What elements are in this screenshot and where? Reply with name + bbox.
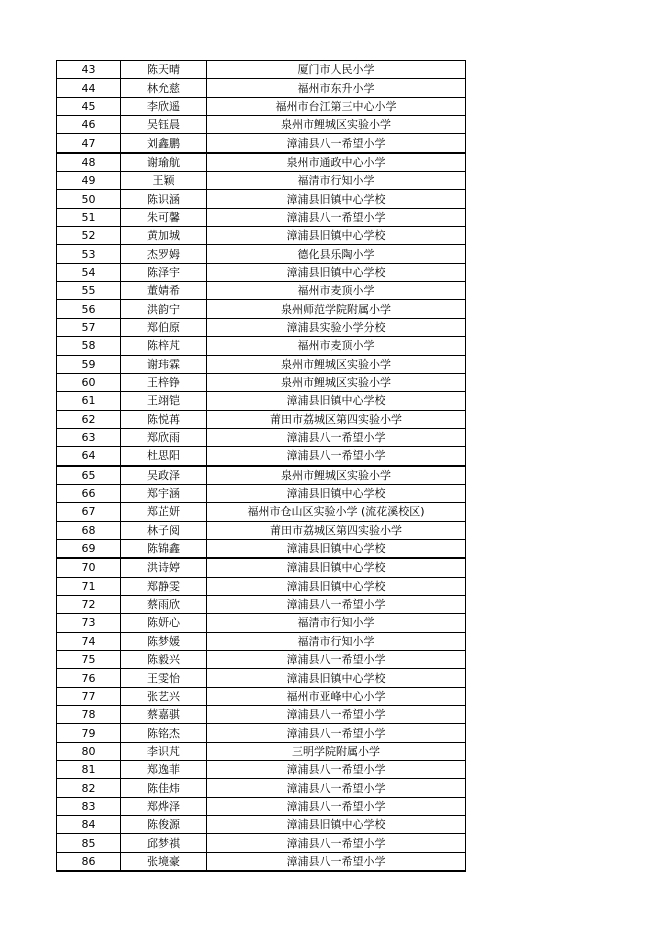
cell-no: 70 (57, 558, 121, 577)
cell-no: 76 (57, 669, 121, 687)
cell-name: 郑芷妍 (121, 503, 207, 521)
cell-name: 刘鑫鹏 (121, 134, 207, 153)
table-row (57, 61, 466, 79)
table-row (57, 816, 466, 834)
cell-school: 漳浦县八一希望小学 (207, 651, 466, 669)
cell-name: 黄加城 (121, 227, 207, 245)
cell-name: 谢瑜航 (121, 153, 207, 172)
cell-name: 邱梦祺 (121, 834, 207, 852)
cell-no: 63 (57, 428, 121, 446)
table-row (57, 614, 466, 632)
cell-no: 52 (57, 227, 121, 245)
cell-no: 69 (57, 539, 121, 558)
cell-no: 47 (57, 134, 121, 153)
cell-school: 福州市麦顶小学 (207, 337, 466, 355)
cell-school: 福清市行知小学 (207, 614, 466, 632)
cell-name: 郑欣雨 (121, 428, 207, 446)
cell-name: 王翊铠 (121, 392, 207, 410)
cell-no: 46 (57, 116, 121, 134)
cell-school: 漳浦县旧镇中心学校 (207, 190, 466, 208)
table-row (57, 153, 466, 172)
cell-school: 泉州市鲤城区实验小学 (207, 116, 466, 134)
cell-name: 陈锦鑫 (121, 539, 207, 558)
cell-name: 李欣遥 (121, 97, 207, 115)
cell-name: 陈识涵 (121, 190, 207, 208)
table-row (57, 337, 466, 355)
cell-name: 蔡雨欣 (121, 595, 207, 613)
cell-no: 57 (57, 318, 121, 336)
table-row (57, 263, 466, 281)
cell-no: 54 (57, 263, 121, 281)
cell-no: 79 (57, 724, 121, 742)
cell-name: 吴钰晨 (121, 116, 207, 134)
cell-no: 50 (57, 190, 121, 208)
table-row (57, 79, 466, 97)
table-row (57, 484, 466, 502)
cell-school: 福州市台江第三中心小学 (207, 97, 466, 115)
cell-name: 蔡嘉骐 (121, 706, 207, 724)
table-row (57, 503, 466, 521)
cell-school: 泉州市鲤城区实验小学 (207, 373, 466, 391)
cell-school: 德化县乐陶小学 (207, 245, 466, 263)
table-row (57, 852, 466, 871)
cell-name: 郑烨泽 (121, 797, 207, 815)
table-row (57, 97, 466, 115)
cell-school: 泉州市通政中心小学 (207, 153, 466, 172)
cell-name: 吴政泽 (121, 466, 207, 485)
cell-no: 56 (57, 300, 121, 318)
cell-no: 53 (57, 245, 121, 263)
cell-school: 福州市仓山区实验小学 (流花溪校区) (207, 503, 466, 521)
cell-name: 洪韵宁 (121, 300, 207, 318)
cell-name: 林允慈 (121, 79, 207, 97)
cell-no: 72 (57, 595, 121, 613)
cell-school: 漳浦县旧镇中心学校 (207, 227, 466, 245)
cell-name: 朱可馨 (121, 208, 207, 226)
cell-no: 62 (57, 410, 121, 428)
table-row (57, 539, 466, 558)
cell-school: 漳浦县八一希望小学 (207, 797, 466, 815)
table-row (57, 742, 466, 760)
cell-name: 陈悦苒 (121, 410, 207, 428)
cell-school: 漳浦县旧镇中心学校 (207, 539, 466, 558)
table-row (57, 190, 466, 208)
cell-name: 郑伯原 (121, 318, 207, 336)
cell-no: 58 (57, 337, 121, 355)
table-row (57, 779, 466, 797)
table-row (57, 761, 466, 779)
table-row (57, 706, 466, 724)
cell-name: 张境豪 (121, 852, 207, 871)
cell-no: 61 (57, 392, 121, 410)
cell-name: 董婧希 (121, 282, 207, 300)
table-row (57, 797, 466, 815)
table-row (57, 318, 466, 336)
cell-school: 三明学院附属小学 (207, 742, 466, 760)
cell-no: 55 (57, 282, 121, 300)
table-row (57, 724, 466, 742)
table-row (57, 300, 466, 318)
table-row (57, 245, 466, 263)
cell-name: 杜思阳 (121, 447, 207, 466)
cell-name: 李识芃 (121, 742, 207, 760)
cell-name: 林子阅 (121, 521, 207, 539)
cell-name: 陈铭杰 (121, 724, 207, 742)
cell-school: 漳浦县八一希望小学 (207, 834, 466, 852)
cell-no: 66 (57, 484, 121, 502)
cell-name: 陈毅兴 (121, 651, 207, 669)
cell-name: 郑静雯 (121, 577, 207, 595)
table-row (57, 834, 466, 852)
cell-name: 郑宇涵 (121, 484, 207, 502)
table-row (57, 466, 466, 485)
results-table-body (57, 61, 466, 872)
cell-name: 陈俊源 (121, 816, 207, 834)
cell-school: 泉州市鲤城区实验小学 (207, 355, 466, 373)
cell-no: 77 (57, 687, 121, 705)
cell-school: 泉州市鲤城区实验小学 (207, 466, 466, 485)
cell-name: 陈梓芃 (121, 337, 207, 355)
table-row (57, 116, 466, 134)
cell-no: 85 (57, 834, 121, 852)
cell-school: 福州市亚峰中心小学 (207, 687, 466, 705)
cell-no: 67 (57, 503, 121, 521)
cell-school: 漳浦县实验小学分校 (207, 318, 466, 336)
cell-name: 陈天晴 (121, 61, 207, 79)
cell-no: 81 (57, 761, 121, 779)
cell-school: 福清市行知小学 (207, 172, 466, 190)
cell-name: 陈梦媛 (121, 632, 207, 650)
table-row (57, 521, 466, 539)
cell-no: 48 (57, 153, 121, 172)
cell-school: 漳浦县旧镇中心学校 (207, 577, 466, 595)
table-row (57, 577, 466, 595)
table-row (57, 669, 466, 687)
cell-name: 陈妍心 (121, 614, 207, 632)
cell-no: 71 (57, 577, 121, 595)
results-table (56, 60, 466, 872)
table-row (57, 282, 466, 300)
cell-school: 漳浦县八一希望小学 (207, 208, 466, 226)
cell-no: 78 (57, 706, 121, 724)
cell-school: 漳浦县八一希望小学 (207, 706, 466, 724)
table-row (57, 428, 466, 446)
cell-school: 漳浦县旧镇中心学校 (207, 484, 466, 502)
cell-school: 漳浦县八一希望小学 (207, 779, 466, 797)
cell-school: 漳浦县八一希望小学 (207, 447, 466, 466)
table-row (57, 558, 466, 577)
cell-name: 王颖 (121, 172, 207, 190)
cell-school: 漳浦县旧镇中心学校 (207, 263, 466, 281)
cell-no: 84 (57, 816, 121, 834)
cell-name: 洪诗婷 (121, 558, 207, 577)
cell-no: 44 (57, 79, 121, 97)
cell-school: 漳浦县八一希望小学 (207, 134, 466, 153)
cell-school: 漳浦县旧镇中心学校 (207, 816, 466, 834)
table-row (57, 392, 466, 410)
table-row (57, 687, 466, 705)
table-row (57, 651, 466, 669)
cell-school: 漳浦县旧镇中心学校 (207, 558, 466, 577)
cell-school: 漳浦县八一希望小学 (207, 724, 466, 742)
cell-no: 86 (57, 852, 121, 871)
table-row (57, 227, 466, 245)
cell-school: 漳浦县八一希望小学 (207, 428, 466, 446)
table-row (57, 208, 466, 226)
cell-no: 64 (57, 447, 121, 466)
cell-no: 59 (57, 355, 121, 373)
cell-school: 泉州师范学院附属小学 (207, 300, 466, 318)
cell-name: 郑逸菲 (121, 761, 207, 779)
cell-no: 73 (57, 614, 121, 632)
cell-school: 莆田市荔城区第四实验小学 (207, 410, 466, 428)
table-row (57, 410, 466, 428)
cell-no: 80 (57, 742, 121, 760)
table-row (57, 447, 466, 466)
cell-school: 厦门市人民小学 (207, 61, 466, 79)
cell-no: 45 (57, 97, 121, 115)
cell-no: 83 (57, 797, 121, 815)
table-row (57, 355, 466, 373)
table-row (57, 632, 466, 650)
cell-name: 杰罗姆 (121, 245, 207, 263)
table-row (57, 172, 466, 190)
cell-school: 福清市行知小学 (207, 632, 466, 650)
cell-name: 陈泽宇 (121, 263, 207, 281)
cell-school: 莆田市荔城区第四实验小学 (207, 521, 466, 539)
cell-school: 福州市麦顶小学 (207, 282, 466, 300)
cell-name: 张艺兴 (121, 687, 207, 705)
cell-no: 60 (57, 373, 121, 391)
cell-no: 65 (57, 466, 121, 485)
cell-school: 漳浦县旧镇中心学校 (207, 392, 466, 410)
table-row (57, 134, 466, 153)
table-row (57, 595, 466, 613)
cell-no: 74 (57, 632, 121, 650)
table-row (57, 373, 466, 391)
cell-no: 51 (57, 208, 121, 226)
cell-no: 49 (57, 172, 121, 190)
cell-name: 王梓铮 (121, 373, 207, 391)
cell-school: 漳浦县旧镇中心学校 (207, 669, 466, 687)
cell-no: 75 (57, 651, 121, 669)
cell-no: 82 (57, 779, 121, 797)
cell-school: 漳浦县八一希望小学 (207, 761, 466, 779)
cell-school: 福州市东升小学 (207, 79, 466, 97)
cell-no: 68 (57, 521, 121, 539)
cell-no: 43 (57, 61, 121, 79)
cell-school: 漳浦县八一希望小学 (207, 852, 466, 871)
cell-school: 漳浦县八一希望小学 (207, 595, 466, 613)
cell-name: 谢玮霖 (121, 355, 207, 373)
cell-name: 王雯怡 (121, 669, 207, 687)
cell-name: 陈佳炜 (121, 779, 207, 797)
